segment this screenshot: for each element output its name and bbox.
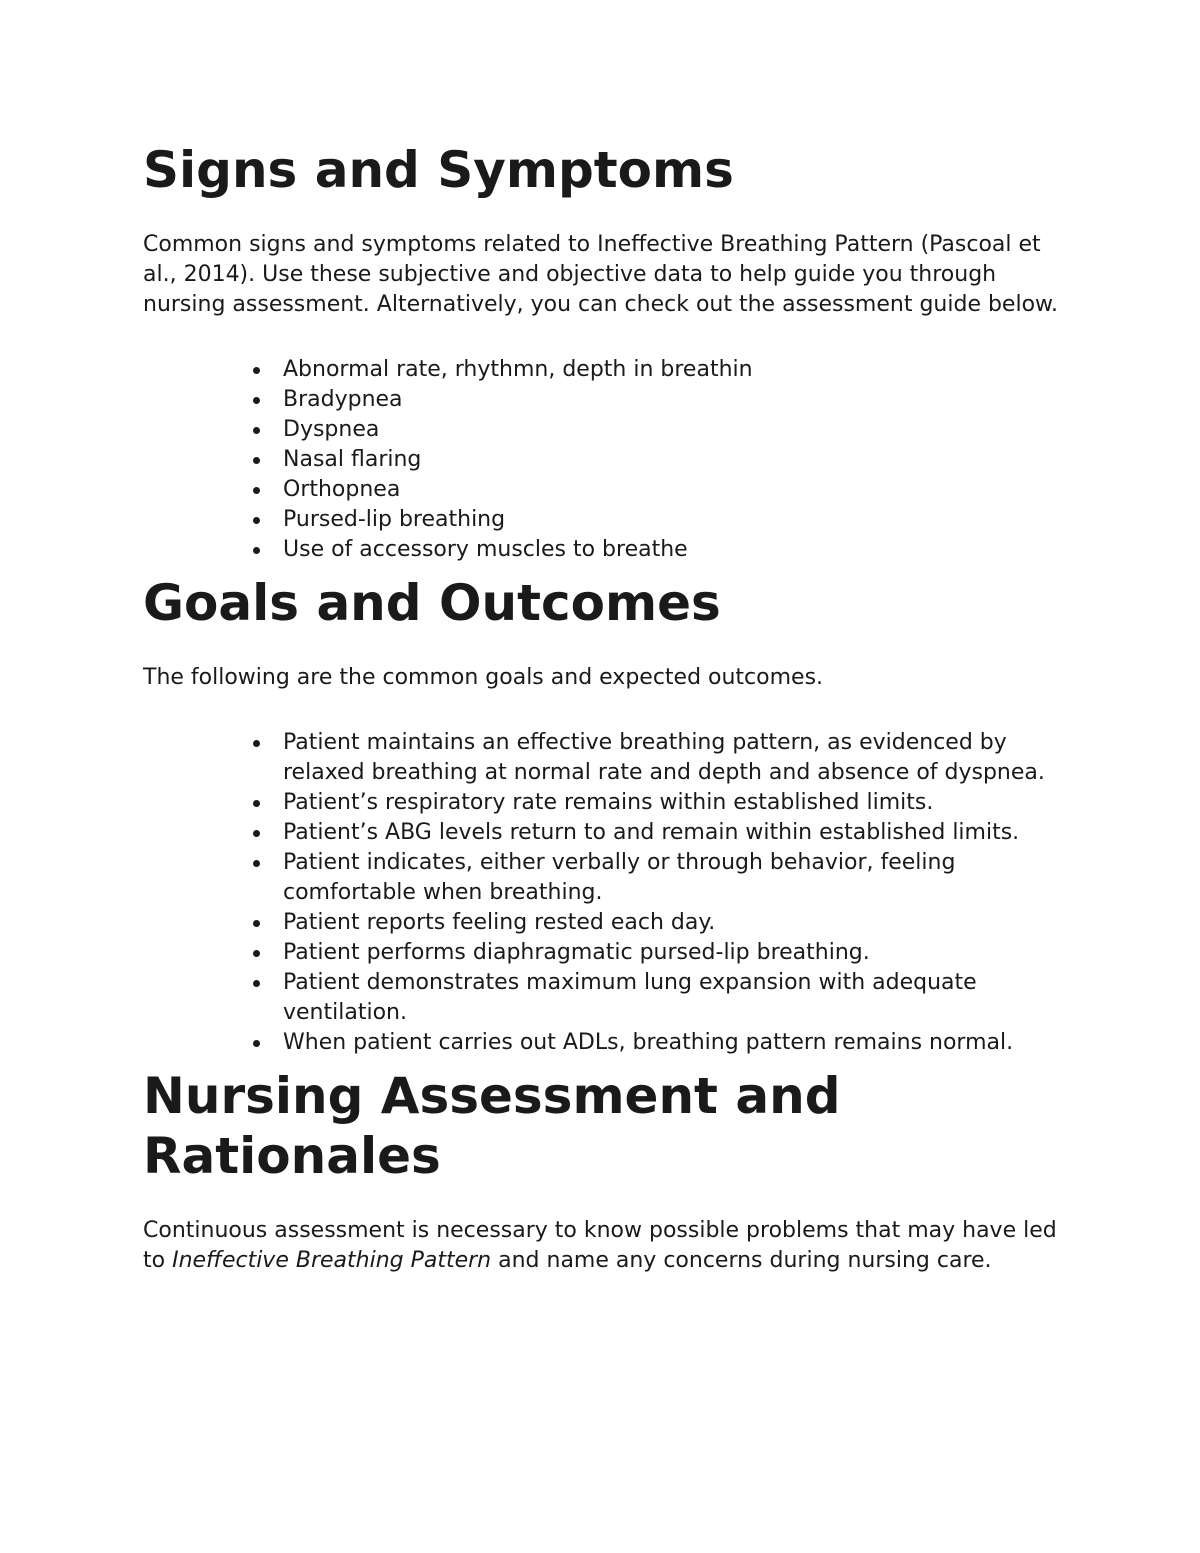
list-item: Patient’s ABG levels return to and remain within established limits.: [143, 818, 1063, 848]
signs-symptoms-heading: Signs and Symptoms: [143, 141, 734, 199]
goals-outcomes-intro: The following are the common goals and expected outcomes.: [143, 665, 824, 690]
list-item: Patient maintains an effective breathing pattern, as evidenced by relaxed breathing at normal rate and depth and absence of dyspnea.: [143, 728, 1063, 788]
document-page: [143, 140, 1063, 1276]
list-item: Patient demonstrates maximum lung expansion with adequate ventilation.: [143, 968, 1063, 1028]
goals-outcomes-heading: Goals and Outcomes: [143, 574, 721, 632]
list-item: Patient indicates, either verbally or through behavior, feeling comfortable when breathing.: [143, 848, 1063, 908]
intro-text-before: Continuous assessment is necessary to know possible problems that may have led to: [143, 1218, 1057, 1273]
nursing-assessment-intro: [143, 1216, 1063, 1276]
list-item: Patient reports feeling rested each day.: [143, 908, 1063, 938]
list-item: Patient performs diaphragmatic pursed-lip breathing.: [143, 938, 1063, 968]
intro-text-after: and name any concerns during nursing care.: [491, 1248, 992, 1273]
intro-emphasis: Ineffective Breathing Pattern: [172, 1248, 492, 1273]
list-item: Abnormal rate, rhythmn, depth in breathin: [143, 355, 1063, 385]
list-item: Patient’s respiratory rate remains within established limits.: [143, 788, 1063, 818]
goals-outcomes-list: [143, 728, 1063, 1058]
list-item: Use of accessory muscles to breathe: [143, 535, 1063, 565]
list-item: When patient carries out ADLs, breathing pattern remains normal.: [143, 1028, 1063, 1058]
list-item: Bradypnea: [143, 385, 1063, 415]
signs-symptoms-intro: Common signs and symptoms related to Ineffective Breathing Pattern (Pascoal et al., 2014). Use these subjective and objective data to help guide you through nursing assessment. Alternatively, you can check out the assessment guide below.: [143, 232, 1059, 317]
list-item: Dyspnea: [143, 415, 1063, 445]
nursing-assessment-heading: Nursing Assessment and Rationales: [143, 1067, 841, 1185]
list-item: Orthopnea: [143, 475, 1063, 505]
list-item: Nasal flaring: [143, 445, 1063, 475]
list-item: Pursed-lip breathing: [143, 505, 1063, 535]
signs-symptoms-list: [143, 355, 1063, 565]
